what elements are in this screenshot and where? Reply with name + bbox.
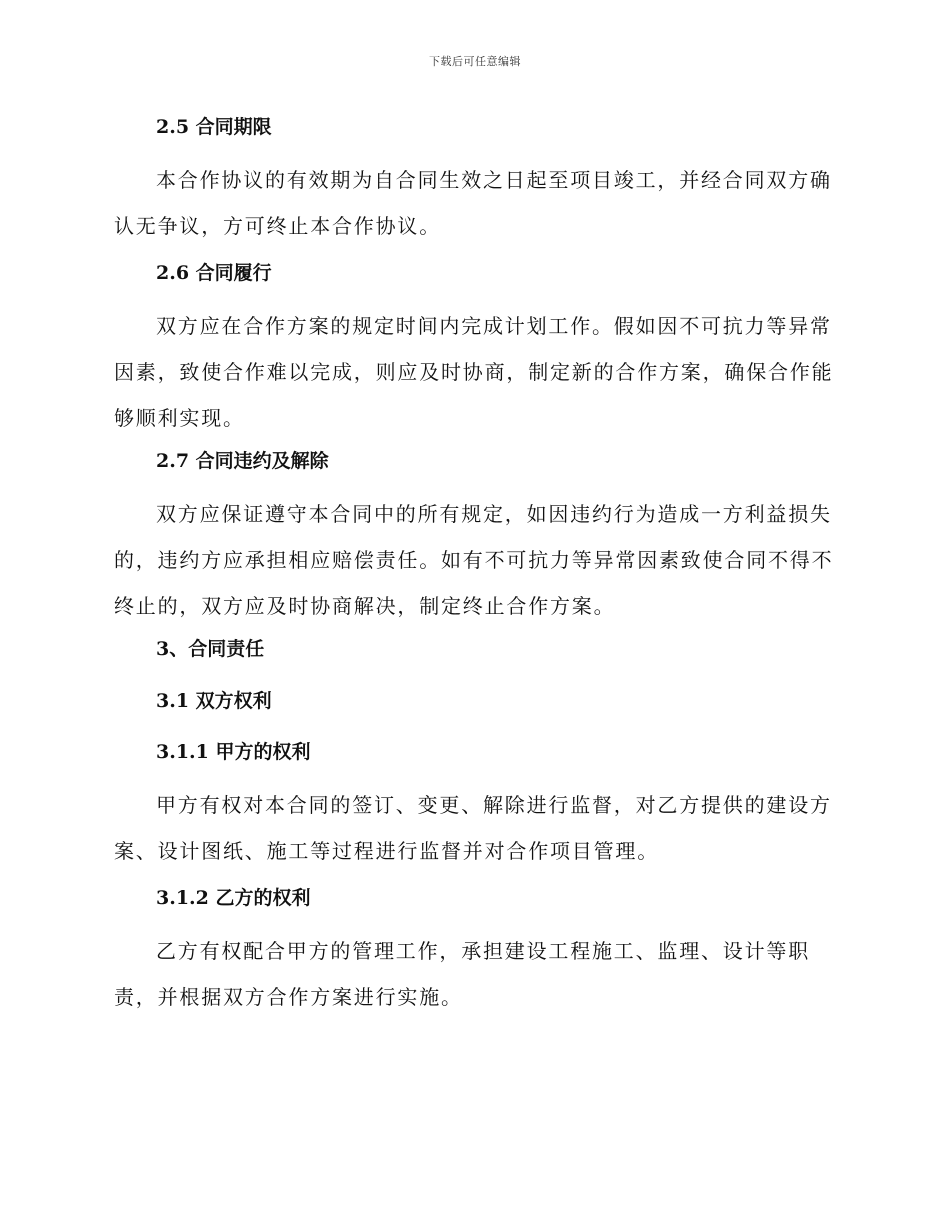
paragraph-line: 因素，致使合作难以完成，则应及时协商，制定新的合作方案，确保合作能 <box>114 360 834 384</box>
paragraph-line: 终止的，双方应及时协商解决，制定终止合作方案。 <box>114 594 616 618</box>
paragraph-line: 够顺利实现。 <box>114 406 245 430</box>
section-heading-2-7: 2.7 合同违约及解除 <box>156 450 329 472</box>
paragraph-line: 双方应在合作方案的规定时间内完成计划工作。假如因不可抗力等异常 <box>156 314 832 338</box>
section-paragraph-2-6 <box>114 303 834 441</box>
paragraph-line: 认无争议，方可终止本合作协议。 <box>114 214 441 238</box>
paragraph-line: 双方应保证遵守本合同中的所有规定，如因违约行为造成一方利益损失 <box>156 502 832 526</box>
paragraph-line: 案、设计图纸、施工等过程进行监督并对合作项目管理。 <box>114 839 659 863</box>
page-header: 下载后可任意编辑 <box>429 55 521 68</box>
section-paragraph-2-5 <box>114 157 830 249</box>
section-heading-2-5: 2.5 合同期限 <box>156 116 272 138</box>
section-paragraph-3-1-2 <box>114 928 830 1020</box>
section-heading-3-1: 3.1 双方权利 <box>156 690 272 712</box>
section-heading-3: 3、合同责任 <box>156 638 265 660</box>
paragraph-line: 责，并根据双方合作方案进行实施。 <box>114 985 463 1009</box>
paragraph-line: 本合作协议的有效期为自合同生效之日起至项目竣工，并经合同双方确 <box>156 168 832 192</box>
section-heading-3-1-1: 3.1.1 甲方的权利 <box>156 741 311 763</box>
section-paragraph-3-1-1 <box>114 782 830 874</box>
paragraph-line: 的，违约方应承担相应赔偿责任。如有不可抗力等异常因素致使合同不得不 <box>114 548 834 572</box>
paragraph-line: 甲方有权对本合同的签订、变更、解除进行监督，对乙方提供的建设方 <box>156 793 832 817</box>
paragraph-line: 乙方有权配合甲方的管理工作，承担建设工程施工、监理、设计等职 <box>156 939 810 963</box>
section-heading-2-6: 2.6 合同履行 <box>156 262 272 284</box>
section-paragraph-2-7 <box>114 491 834 629</box>
section-heading-3-1-2: 3.1.2 乙方的权利 <box>156 887 311 909</box>
